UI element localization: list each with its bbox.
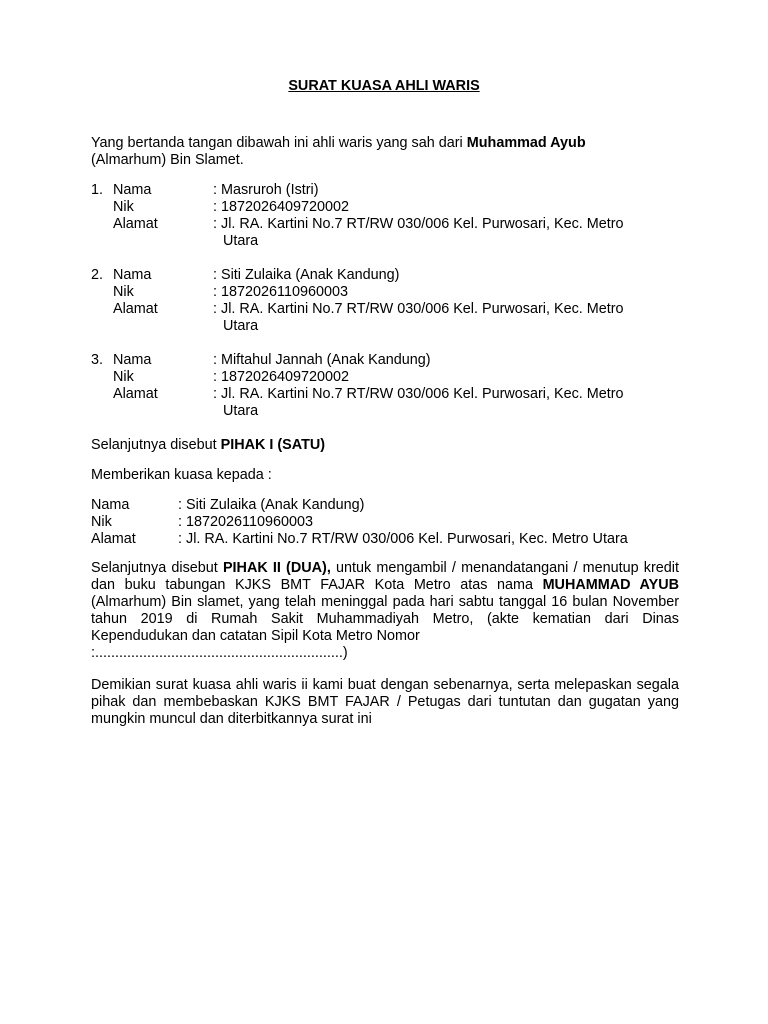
pihak2-text2: (Almarhum) Bin slamet, yang telah meninggal pada hari sabtu tanggal 16 bulan November tahun 2019 di Rumah Sakit Muhammadiyah Metro, (akte kematian dari Dinas Kependudukan dan catatan Sipil Kota Metro Nomor — [91, 594, 679, 644]
label-nik: Nik — [91, 514, 112, 530]
heir-alamat-line2: Utara — [223, 318, 259, 334]
document-title: SURAT KUASA AHLI WARIS — [288, 78, 480, 94]
heir-number: 3. — [91, 352, 104, 368]
label-alamat: Alamat — [113, 301, 158, 317]
deceased-name: Muhammad Ayub — [466, 135, 586, 151]
heir-nik: : 1872026409720002 — [213, 199, 350, 215]
pihak2-paragraph — [91, 560, 679, 662]
heir-number: 1. — [91, 182, 104, 198]
heir-entry-2 — [91, 267, 679, 335]
label-alamat: Alamat — [113, 386, 158, 402]
pihak1-paragraph — [91, 437, 679, 454]
heir-nik: : 1872026110960003 — [213, 284, 348, 300]
heir-nama: : Siti Zulaika (Anak Kandung) — [213, 267, 400, 283]
heir-nama: : Masruroh (Istri) — [213, 182, 319, 198]
heir-nama: : Miftahul Jannah (Anak Kandung) — [213, 352, 431, 368]
label-alamat: Alamat — [91, 531, 136, 547]
deceased-name-caps: MUHAMMAD AYUB — [542, 577, 679, 593]
label-nama: Nama — [91, 497, 130, 513]
heir-entry-3 — [91, 352, 679, 420]
closing-paragraph: Demikian surat kuasa ahli waris ii kami buat dengan sebenarnya, serta melepaskan segala pihak dan membebaskan KJKS BMT FAJAR / Petugas dari tuntutan dan gugatan yang mungkin muncul dan diterbitkannya surat ini — [91, 677, 679, 727]
label-nik: Nik — [113, 284, 134, 300]
label-nama: Nama — [113, 352, 152, 368]
heir-entry-1 — [91, 182, 679, 250]
pihak1-prefix: Selanjutnya disebut — [91, 437, 221, 453]
heir-number: 2. — [91, 267, 104, 283]
heir-alamat-line1: : Jl. RA. Kartini No.7 RT/RW 030/006 Kel. Purwosari, Kec. Metro — [213, 216, 624, 232]
intro-paragraph — [91, 135, 679, 169]
proxy-details — [91, 497, 679, 548]
proxy-nik: : 1872026110960003 — [178, 514, 313, 530]
heir-alamat-line2: Utara — [223, 403, 259, 419]
intro-suffix: (Almarhum) Bin Slamet. — [91, 152, 244, 168]
proxy-alamat: : Jl. RA. Kartini No.7 RT/RW 030/006 Kel. Purwosari, Kec. Metro Utara — [178, 531, 628, 547]
pihak2-prefix: Selanjutnya disebut — [91, 560, 223, 576]
label-nama: Nama — [113, 182, 152, 198]
proxy-nama: : Siti Zulaika (Anak Kandung) — [178, 497, 365, 513]
document-body — [91, 135, 679, 741]
label-nik: Nik — [113, 369, 134, 385]
pihak2-label: PIHAK II (DUA), — [222, 560, 331, 576]
nomor-dots: :..............................................................) — [91, 645, 348, 661]
label-nama: Nama — [113, 267, 152, 283]
label-alamat: Alamat — [113, 216, 158, 232]
heir-nik: : 1872026409720002 — [213, 369, 350, 385]
heir-alamat-line1: : Jl. RA. Kartini No.7 RT/RW 030/006 Kel. Purwosari, Kec. Metro — [213, 386, 624, 402]
pihak1-label: PIHAK I (SATU) — [220, 437, 326, 453]
label-nik: Nik — [113, 199, 134, 215]
memberikan-kuasa: Memberikan kuasa kepada : — [91, 467, 272, 483]
intro-prefix: Yang bertanda tangan dibawah ini ahli waris yang sah dari — [91, 135, 467, 151]
pihak2-text1: untuk mengambil / menandatangani / menutup kredit dan buku tabungan KJKS BMT FAJAR Kota Metro atas nama — [91, 560, 679, 593]
heir-alamat-line2: Utara — [223, 233, 259, 249]
heir-alamat-line1: : Jl. RA. Kartini No.7 RT/RW 030/006 Kel. Purwosari, Kec. Metro — [213, 301, 624, 317]
